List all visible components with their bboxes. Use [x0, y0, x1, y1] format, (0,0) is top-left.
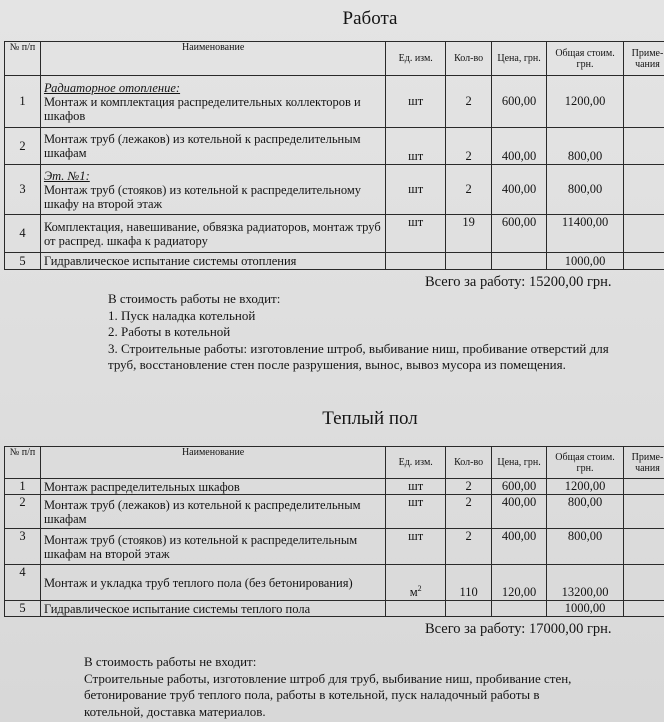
row-note	[623, 601, 664, 617]
row-num: 2	[5, 495, 41, 529]
header-unit: Ед. изм.	[386, 447, 446, 479]
row-name-text: Монтаж и комплектация распределительных коллекторов и шкафов	[43, 94, 361, 123]
table-row	[5, 253, 664, 270]
header-num: № п/п	[5, 42, 41, 76]
header-price: Цена, грн.	[492, 42, 547, 76]
row-total: 13200,00	[547, 565, 624, 601]
row-qty: 110	[446, 565, 492, 601]
header-name: Наименование	[40, 42, 385, 76]
row-num: 3	[5, 165, 41, 215]
row-total: 1200,00	[547, 479, 624, 495]
unit-text: м	[409, 585, 418, 599]
notes-title: В стоимость работы не входит:	[84, 654, 257, 669]
work-notes	[108, 291, 609, 374]
row-total: 1000,00	[547, 253, 624, 270]
row-note	[623, 215, 664, 253]
row-unit: шт	[386, 165, 446, 215]
header-note: Приме-чания	[623, 447, 664, 479]
row-note	[623, 529, 664, 565]
row-note	[623, 165, 664, 215]
table-row	[5, 215, 664, 253]
row-name: Монтаж труб (лежаков) из котельной к распределительным шкафам	[40, 495, 385, 529]
row-unit: шт	[386, 76, 446, 128]
row-qty: 2	[446, 495, 492, 529]
row-unit: шт	[386, 529, 446, 565]
table-row	[5, 565, 664, 601]
row-price: 400,00	[492, 529, 547, 565]
row-price	[492, 601, 547, 617]
table-row	[5, 76, 664, 128]
warm-floor-table	[4, 446, 664, 617]
note-line: 3. Строительные работы: изготовление штроб, выбивание ниш, пробивание отверстий для	[108, 340, 609, 356]
row-name	[40, 165, 385, 215]
row-unit: шт	[386, 479, 446, 495]
row-num: 4	[5, 565, 41, 601]
row-price: 600,00	[492, 215, 547, 253]
row-total: 1200,00	[547, 76, 624, 128]
row-unit: шт	[386, 215, 446, 253]
row-price: 600,00	[492, 479, 547, 495]
table-row	[5, 529, 664, 565]
table-header-row	[5, 447, 664, 479]
row-unit	[386, 601, 446, 617]
note-line: котельной, доставка материалов.	[84, 703, 266, 719]
note-line: бетонирование труб теплого пола, работы в котельной, пуск наладочный работы в	[84, 687, 540, 702]
row-name: Монтаж распределительных шкафов	[40, 479, 385, 495]
table-header-row	[5, 42, 664, 76]
section-title-warm-floor: Теплый пол	[322, 408, 418, 429]
notes-title: В стоимость работы не входит:	[108, 291, 281, 306]
row-price: 600,00	[492, 76, 547, 128]
row-price: 400,00	[492, 165, 547, 215]
row-note	[623, 479, 664, 495]
header-note: Приме-чания	[623, 42, 664, 76]
table-row	[5, 165, 664, 215]
table-row	[5, 601, 664, 617]
row-name: Гидравлическое испытание системы теплого пола	[40, 601, 385, 617]
row-group-label: Радиаторное отопление:	[43, 80, 181, 95]
row-name: Комплектация, навешивание, обвязка радиаторов, монтаж труб от распред. шкафа к радиатору	[40, 215, 385, 253]
header-price: Цена, грн.	[492, 447, 547, 479]
note-line: 1. Пуск наладка котельной	[108, 307, 256, 323]
row-price: 400,00	[492, 128, 547, 165]
row-name	[40, 76, 385, 128]
unit-superscript: 2	[417, 583, 422, 593]
row-qty: 2	[446, 165, 492, 215]
header-total: Общая стоим. грн.	[547, 447, 624, 479]
row-unit: шт	[386, 128, 446, 165]
section-title-work: Работа	[342, 8, 398, 29]
work-total: Всего за работу: 15200,00 грн.	[425, 274, 612, 290]
row-note	[623, 128, 664, 165]
row-name: Монтаж труб (лежаков) из котельной к распределительным шкафам	[40, 128, 385, 165]
row-group-label: Эт. №1:	[43, 168, 90, 183]
row-qty: 19	[446, 215, 492, 253]
row-num: 1	[5, 76, 41, 128]
row-num: 2	[5, 128, 41, 165]
row-num: 3	[5, 529, 41, 565]
row-total: 800,00	[547, 165, 624, 215]
row-price	[492, 253, 547, 270]
header-total: Общая стоим. грн.	[547, 42, 624, 76]
table-row	[5, 495, 664, 529]
table-row	[5, 479, 664, 495]
row-qty: 2	[446, 76, 492, 128]
row-qty	[446, 601, 492, 617]
work-table	[4, 41, 664, 270]
row-unit: шт	[386, 495, 446, 529]
note-line: Строительные работы, изготовление штроб для труб, выбивание ниш, пробивание стен,	[84, 670, 572, 686]
row-price: 400,00	[492, 495, 547, 529]
header-qty: Кол-во	[446, 447, 492, 479]
row-num: 4	[5, 215, 41, 253]
row-total: 11400,00	[547, 215, 624, 253]
header-unit: Ед. изм.	[386, 42, 446, 76]
row-name: Монтаж труб (стояков) из котельной к распределительным шкафам на второй этаж	[40, 529, 385, 565]
warm-floor-notes	[84, 654, 571, 720]
row-unit	[386, 253, 446, 270]
row-total: 800,00	[547, 495, 624, 529]
row-total: 800,00	[547, 529, 624, 565]
row-total: 1000,00	[547, 601, 624, 617]
row-name-text: Монтаж труб (стояков) из котельной к распределительному шкафу на второй этаж	[43, 182, 362, 211]
header-name: Наименование	[40, 447, 385, 479]
row-note	[623, 565, 664, 601]
header-qty: Кол-во	[446, 42, 492, 76]
row-unit	[386, 565, 446, 601]
warm-floor-total: Всего за работу: 17000,00 грн.	[425, 621, 612, 637]
note-line: труб, восстановление стен после разрушения, вынос, вывоз мусора из помещения.	[108, 357, 566, 372]
row-num: 5	[5, 601, 41, 617]
row-num: 5	[5, 253, 41, 270]
note-line: 2. Работы в котельной	[108, 324, 231, 339]
row-qty: 2	[446, 529, 492, 565]
table-row	[5, 128, 664, 165]
row-name: Гидравлическое испытание системы отопления	[40, 253, 385, 270]
row-qty: 2	[446, 479, 492, 495]
row-num: 1	[5, 479, 41, 495]
row-note	[623, 495, 664, 529]
row-total: 800,00	[547, 128, 624, 165]
header-num: № п/п	[5, 447, 41, 479]
row-qty: 2	[446, 128, 492, 165]
row-note	[623, 76, 664, 128]
row-qty	[446, 253, 492, 270]
row-price: 120,00	[492, 565, 547, 601]
row-name: Монтаж и укладка труб теплого пола (без бетонирования)	[40, 565, 385, 601]
row-note	[623, 253, 664, 270]
